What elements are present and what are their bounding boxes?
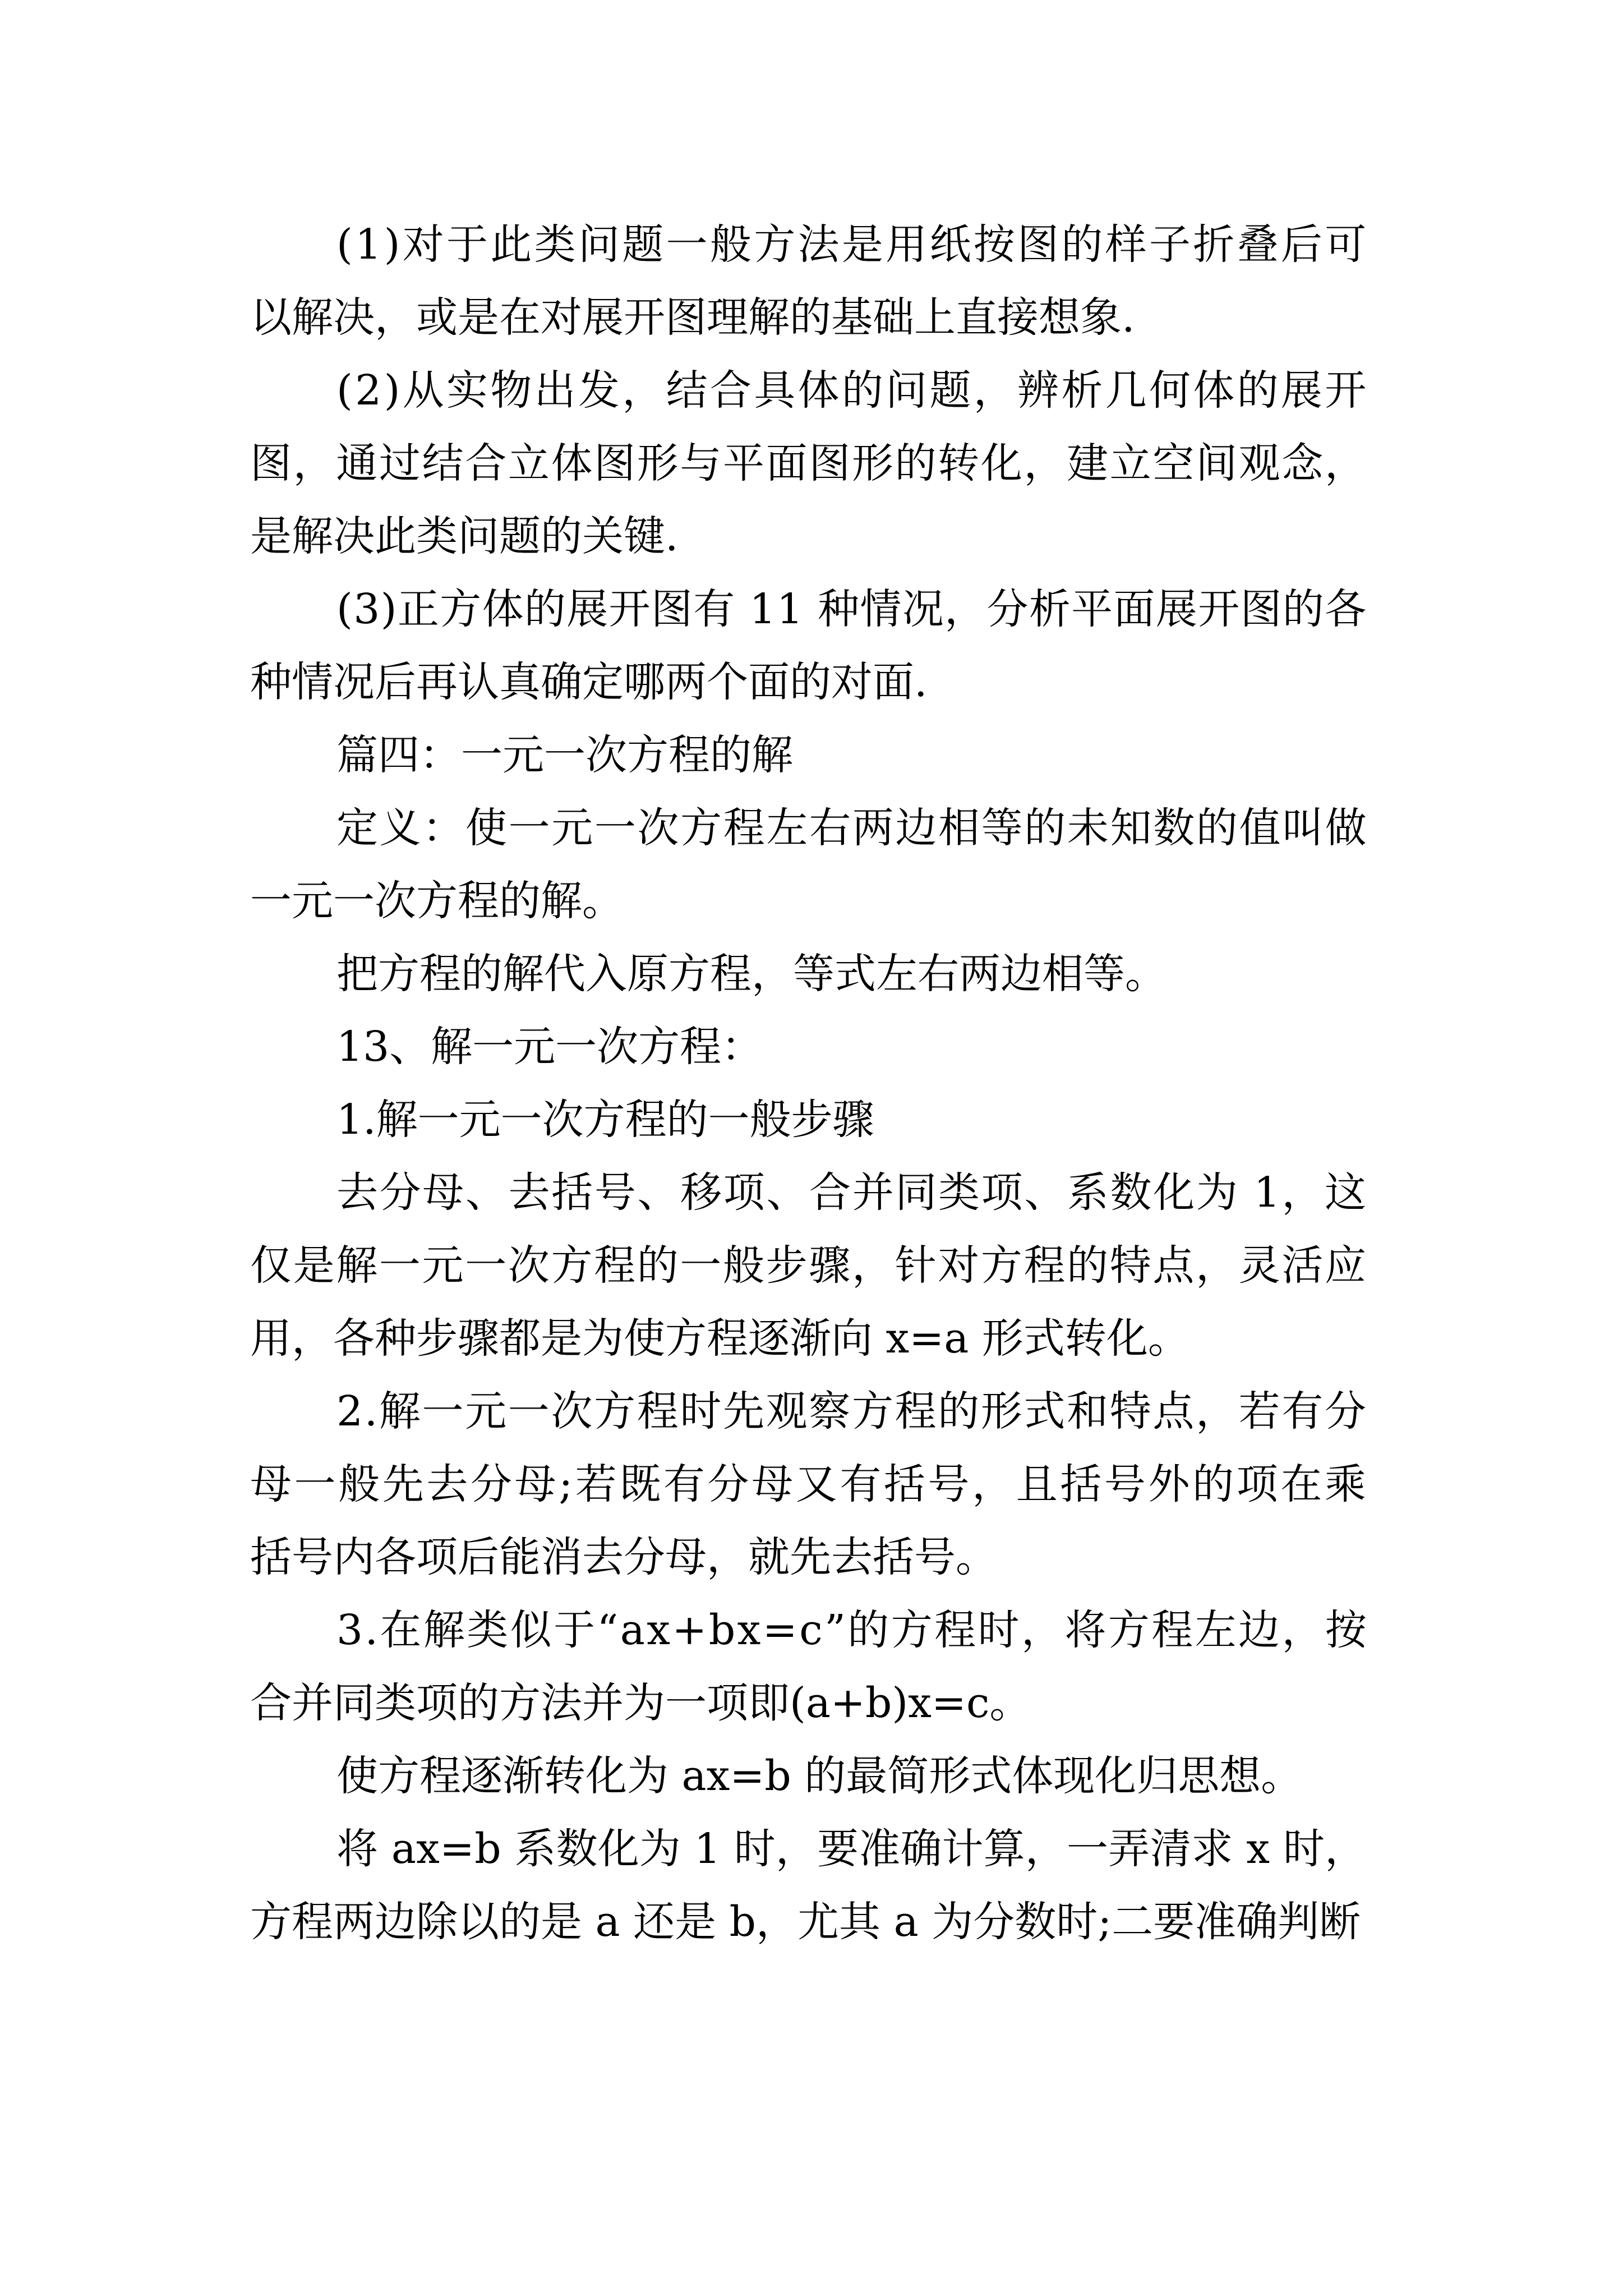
- text-line: (3)正方体的展开图有 11 种情况，分析平面展开图的各: [336, 585, 1367, 633]
- text-line: 去分母、去括号、移项、合并同类项、系数化为 1，这: [336, 1168, 1368, 1217]
- text-line: 图，通过结合立体图形与平面图形的转化，建立空间观念，: [250, 439, 1368, 487]
- text-line: 1.解一元一次方程的一般步骤: [336, 1096, 874, 1144]
- text-line: (1)对于此类问题一般方法是用纸按图的样子折叠后可: [336, 220, 1369, 269]
- text-line: 仅是解一元一次方程的一般步骤，针对方程的特点，灵活应: [250, 1241, 1368, 1290]
- text-line: 3.在解类似于“ax+bx=c”的方程时，将方程左边，按: [336, 1606, 1369, 1654]
- text-line: 括号内各项后能消去分母，就先去括号。: [250, 1533, 997, 1581]
- text-line: 母一般先去分母;若既有分母又有括号，且括号外的项在乘: [250, 1460, 1369, 1508]
- text-line: 合并同类项的方法并为一项即(a+b)x=c。: [250, 1679, 1031, 1727]
- text-line: 方程两边除以的是 a 还是 b，尤其 a 为分数时;二要准确判断: [250, 1898, 1361, 1946]
- text-line: 种情况后再认真确定哪两个面的对面.: [250, 658, 928, 706]
- text-line: 将 ax=b 系数化为 1 时，要准确计算，一弄清求 x 时，: [336, 1825, 1367, 1873]
- text-line: (2)从实物出发，结合具体的问题，辨析几何体的展开: [336, 366, 1369, 415]
- text-line: 定义：使一元一次方程左右两边相等的未知数的值叫做: [336, 804, 1368, 852]
- text-line: 是解决此类问题的关键.: [250, 512, 679, 560]
- text-line: 一元一次方程的解。: [250, 877, 624, 925]
- text-line: 使方程逐渐转化为 ax=b 的最简形式体现化归思想。: [336, 1752, 1303, 1800]
- text-line: 2.解一元一次方程时先观察方程的形式和特点，若有分: [336, 1387, 1368, 1435]
- text-line: 13、解一元一次方程：: [336, 1023, 763, 1071]
- text-line: 把方程的解代入原方程，等式左右两边相等。: [336, 950, 1166, 998]
- section-heading: 篇四：一元一次方程的解: [336, 731, 793, 779]
- text-line: 以解决，或是在对展开图理解的基础上直接想象.: [250, 293, 1135, 342]
- text-line: 用，各种步骤都是为使方程逐渐向 x=a 形式转化。: [250, 1314, 1189, 1363]
